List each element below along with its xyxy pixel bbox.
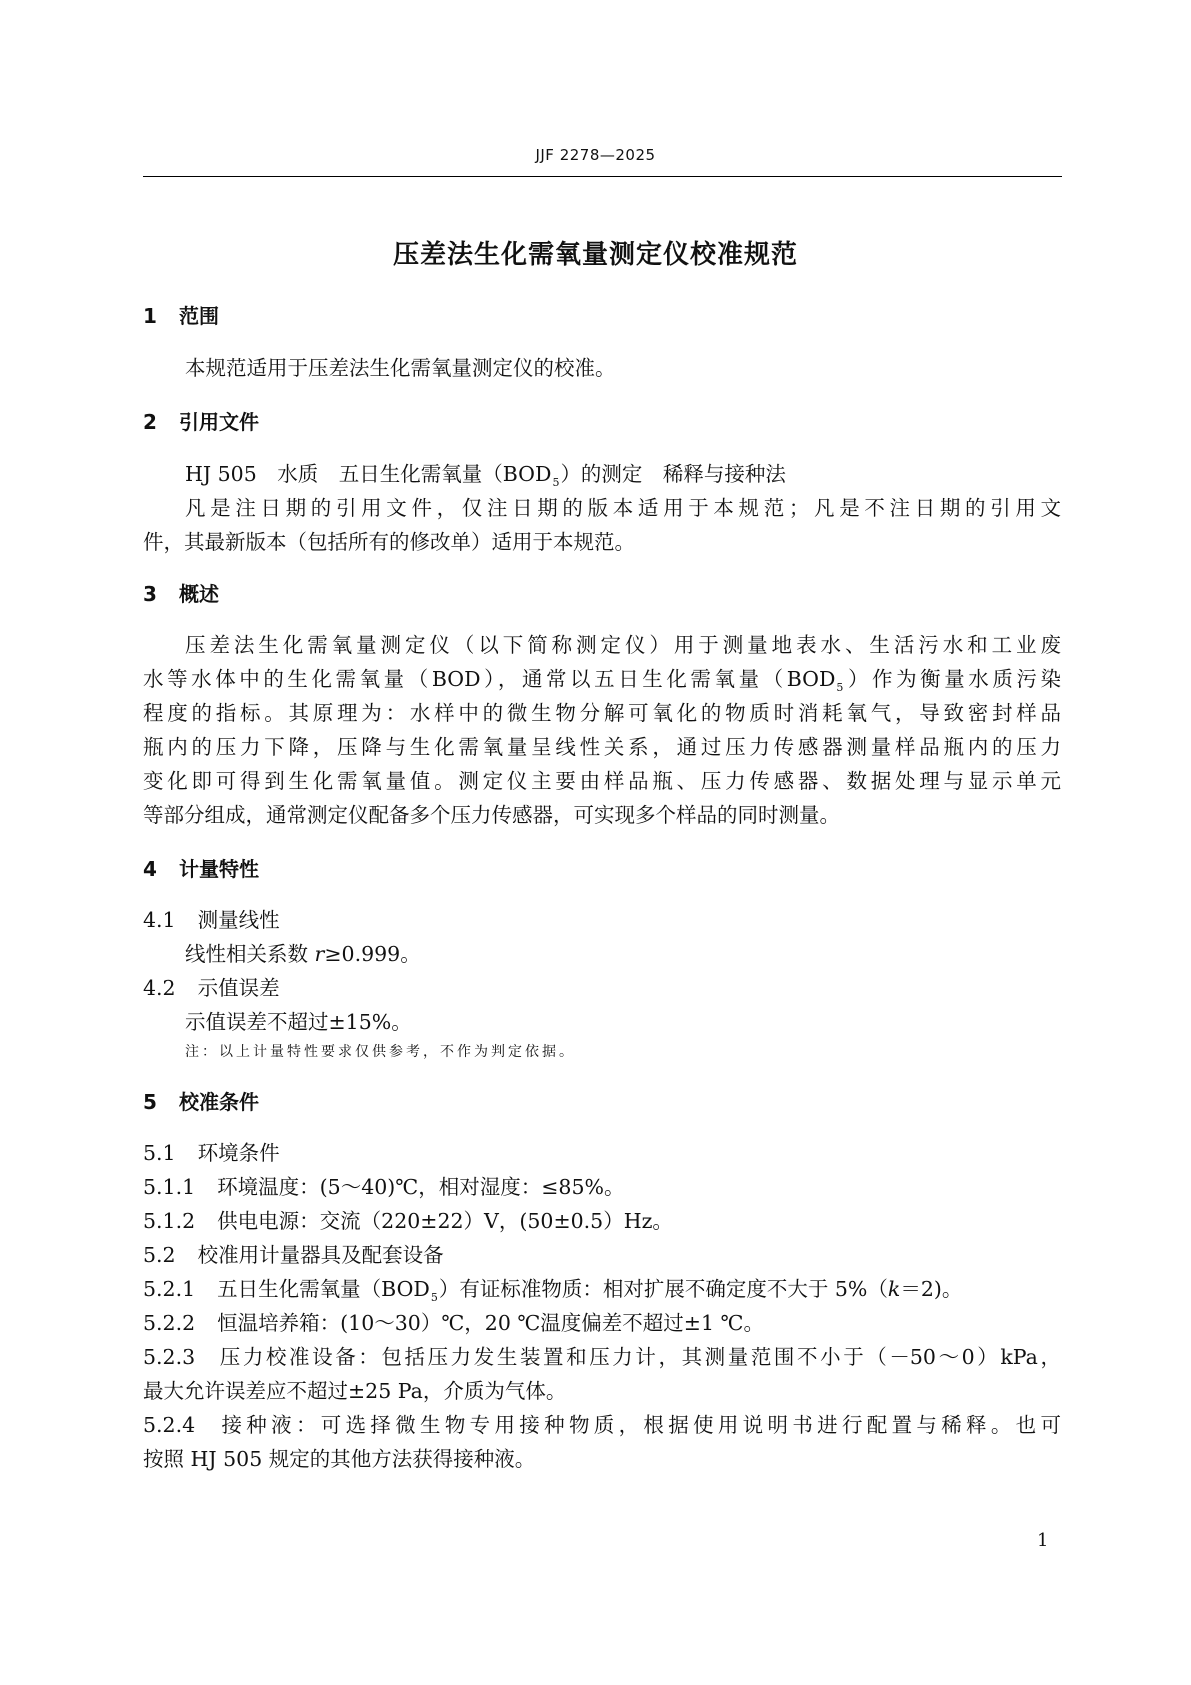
section-4-note: 注：以上计量特性要求仅供参考，不作为判定依据。 xyxy=(185,1044,576,1060)
item-5-2-heading: 5.2 校准用计量器具及配套设备 xyxy=(143,1243,444,1267)
section-4-heading: 4 计量特性 xyxy=(143,857,259,881)
section-1-heading: 1 范围 xyxy=(143,304,219,328)
item-5-1-heading: 5.1 环境条件 xyxy=(143,1141,280,1165)
document-code-header: JJF 2278—2025 xyxy=(535,146,656,164)
item-5-2-1: 5.2.1 五日生化需氧量$(BOD_5)$有证标准物质：相对扩展不确定度不大于 5%（k＝2)。 xyxy=(143,1277,963,1304)
item-5-2-3-line-2: 最大允许误差应不超过±25 Pa，介质为气体。 xyxy=(143,1379,567,1403)
overview-line-4: 瓶内的压力下降，压降与生化需氧量呈线性关系，通过压力传感器测量样品瓶内的压力 xyxy=(143,735,1061,759)
reference-hj505: HJ 505 水质 五日生化需氧量$(BOD_5)$的测定 稀释与接种法 xyxy=(185,462,786,489)
item-5-2-4-line-1: 5.2.4 接种液：可选择微生物专用接种物质，根据使用说明书进行配置与稀释。也可 xyxy=(143,1413,1061,1437)
item-4-2-text: 示值误差不超过±15%。 xyxy=(185,1010,412,1034)
item-4-2-heading: 4.2 示值误差 xyxy=(143,976,280,1000)
document-title: 压差法生化需氧量测定仪校准规范 xyxy=(392,240,798,270)
overview-line-5: 变化即可得到生化需氧量值。测定仪主要由样品瓶、压力传感器、数据处理与显示单元 xyxy=(143,769,1061,793)
section-2-heading: 2 引用文件 xyxy=(143,410,259,434)
item-5-1-1: 5.1.1 环境温度：(5～40)℃，相对湿度：≤85%。 xyxy=(143,1175,625,1199)
overview-line-3: 程度的指标。其原理为：水样中的微生物分解可氧化的物质时消耗氧气，导致密封样品 xyxy=(143,701,1061,725)
overview-line-1: 压差法生化需氧量测定仪（以下简称测定仪）用于测量地表水、生活污水和工业废 xyxy=(185,633,1061,657)
header-rule xyxy=(143,176,1062,177)
item-5-2-3-line-1: 5.2.3 压力校准设备：包括压力发生装置和压力计，其测量范围不小于（－50～0）kPa， xyxy=(143,1345,1061,1369)
item-5-2-4-line-2: 按照 HJ 505 规定的其他方法获得接种液。 xyxy=(143,1447,536,1471)
item-5-2-2: 5.2.2 恒温培养箱：(10～30）℃，20 ℃温度偏差不超过±1 ℃。 xyxy=(143,1311,764,1335)
reference-note-line-1: 凡是注日期的引用文件，仅注日期的版本适用于本规范；凡是不注日期的引用文 xyxy=(185,496,1061,520)
item-4-1-text: 线性相关系数 r≥0.999。 xyxy=(185,942,421,966)
item-5-1-2: 5.1.2 供电电源：交流（220±22）V，(50±0.5）Hz。 xyxy=(143,1209,673,1233)
item-4-1-heading: 4.1 测量线性 xyxy=(143,908,280,932)
section-5-heading: 5 校准条件 xyxy=(143,1090,259,1114)
overview-line-2: 水等水体中的生化需氧量（BOD），通常以五日生化需氧量$(BOD_5)$作为衡量水质污染 xyxy=(143,667,1062,694)
overview-line-6: 等部分组成，通常测定仪配备多个压力传感器，可实现多个样品的同时测量。 xyxy=(143,803,840,827)
reference-note-line-2: 件，其最新版本（包括所有的修改单）适用于本规范。 xyxy=(143,530,635,554)
section-1-paragraph: 本规范适用于压差法生化需氧量测定仪的校准。 xyxy=(185,356,616,380)
section-3-heading: 3 概述 xyxy=(143,582,219,606)
page-number: 1 xyxy=(1037,1530,1049,1551)
